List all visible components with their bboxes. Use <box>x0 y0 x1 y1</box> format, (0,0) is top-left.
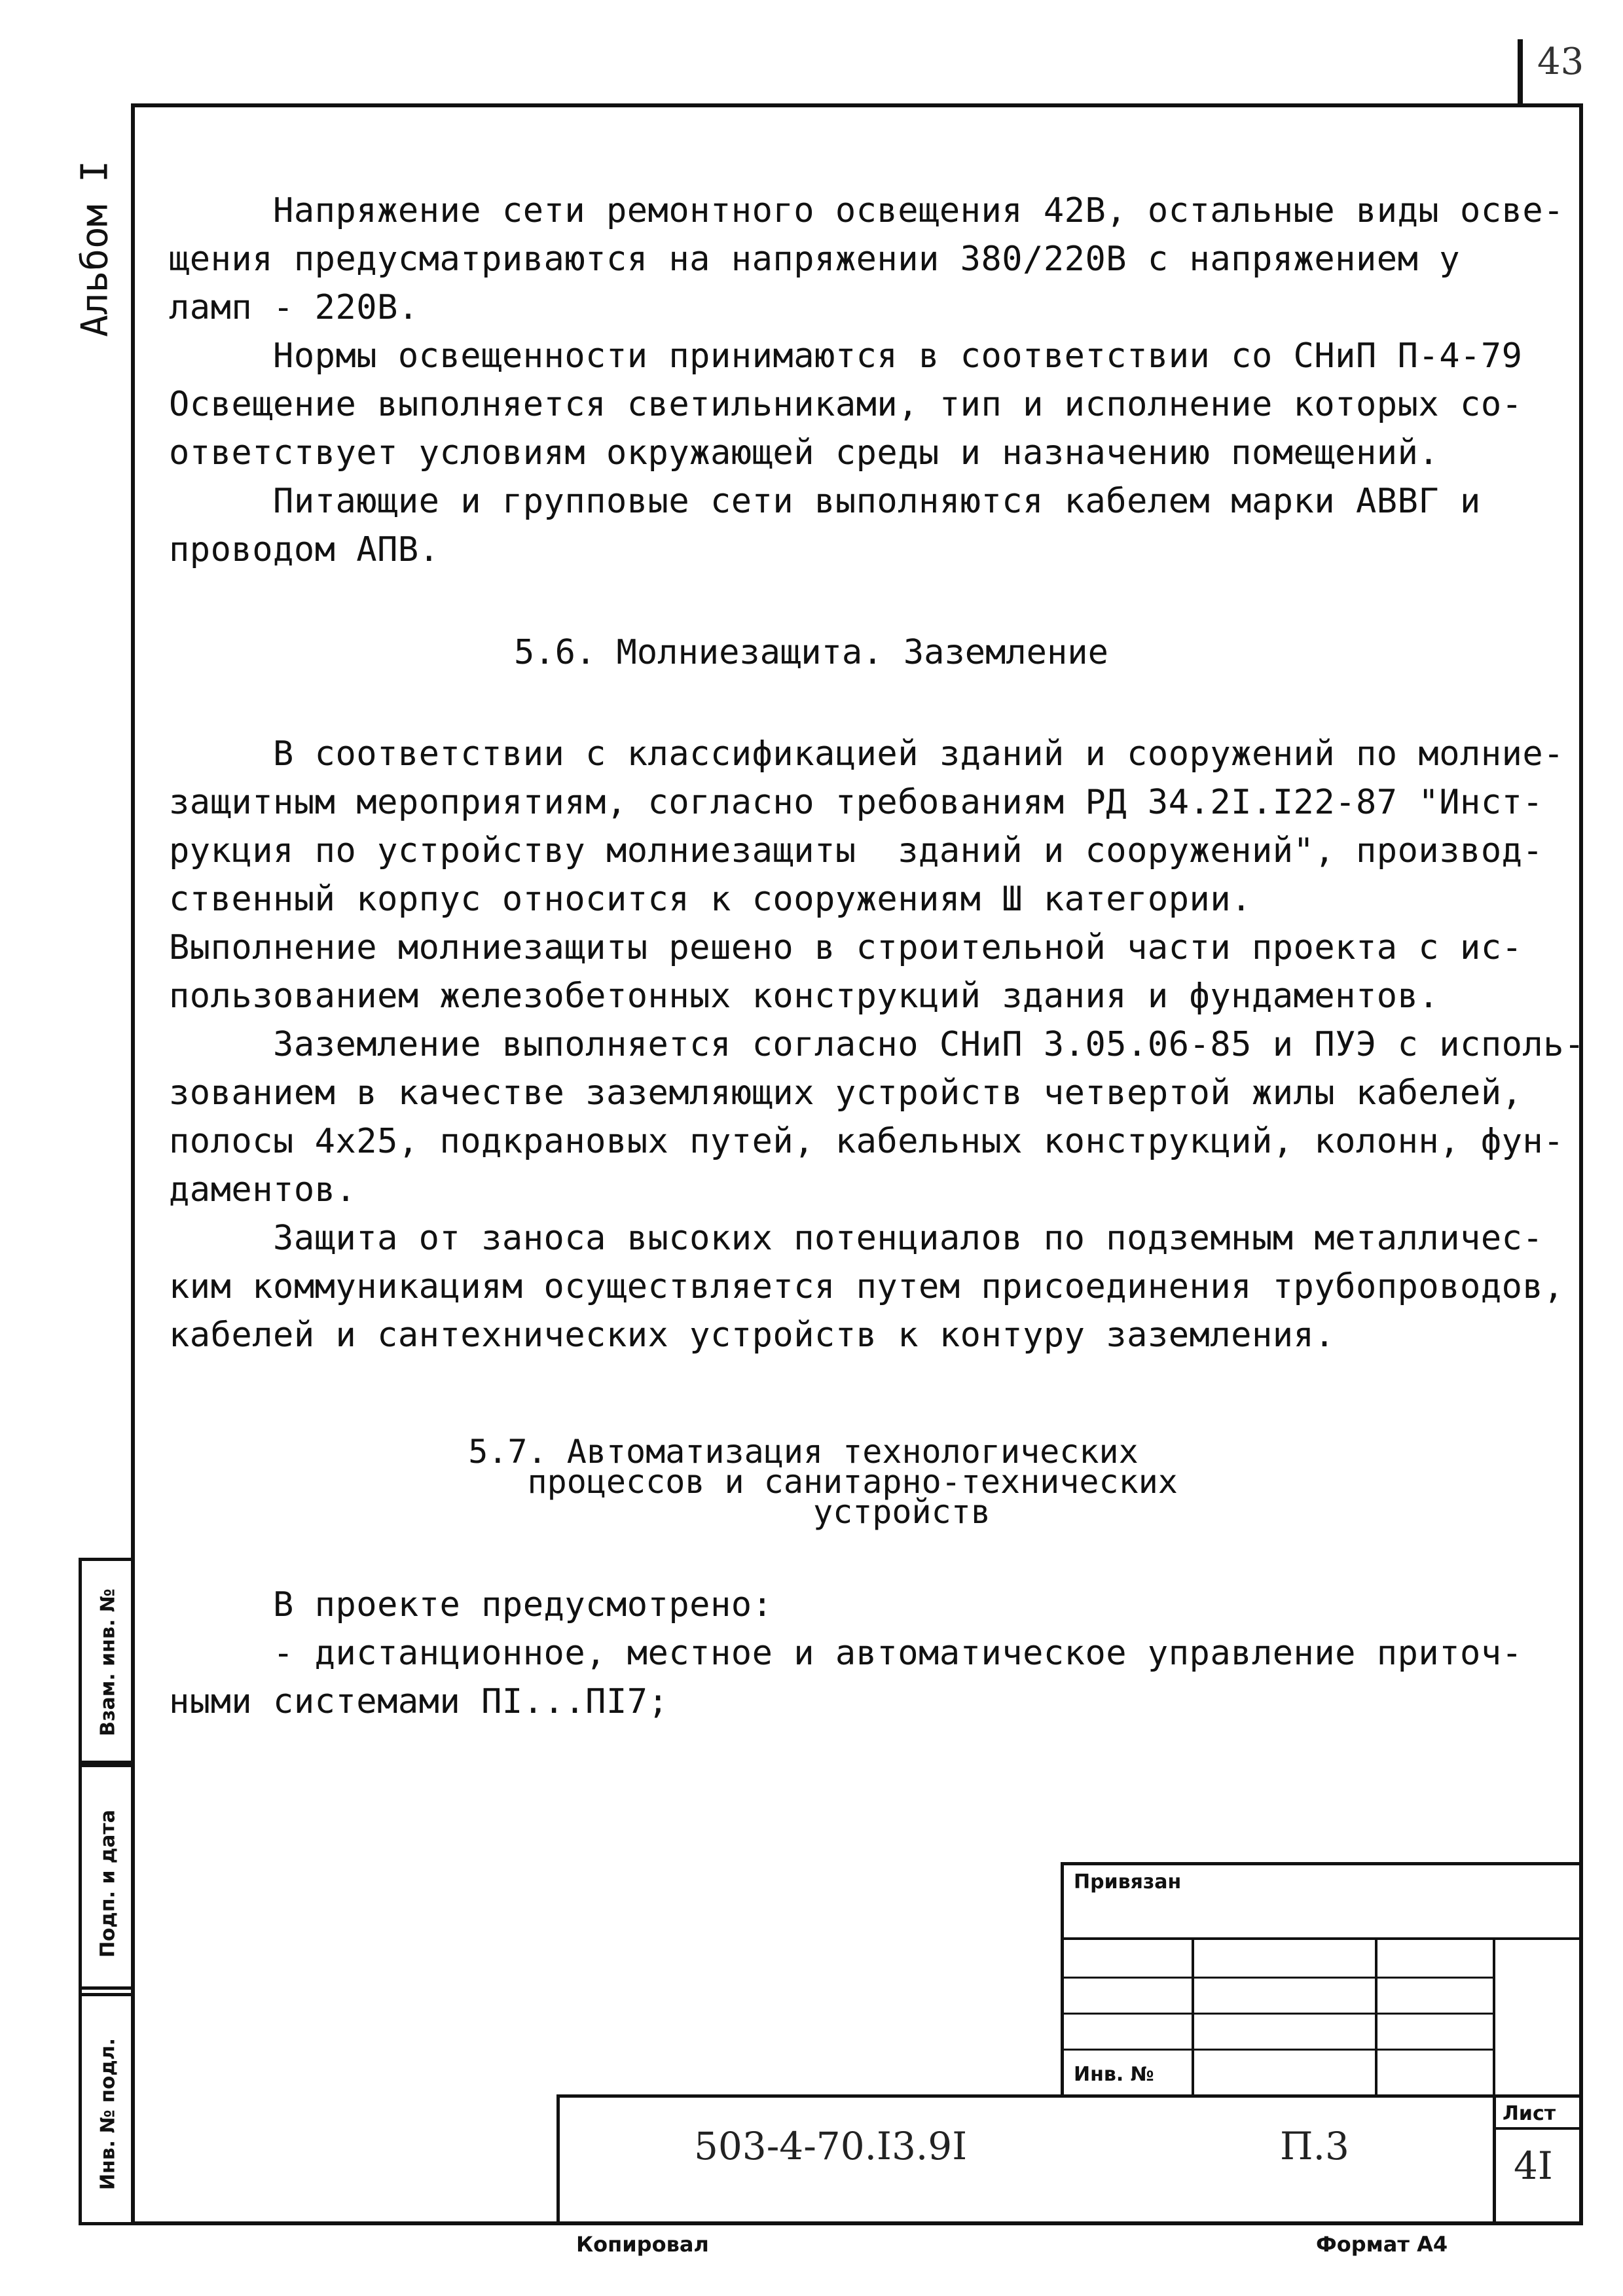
page-number: 43 <box>1537 41 1584 83</box>
left-stamp-column <box>79 1558 131 2225</box>
section-code: П.3 <box>1280 2124 1349 2168</box>
label-privyazan: Привязан <box>1074 1871 1182 1893</box>
footer-copied: Копировал <box>576 2232 709 2257</box>
label-sheet: Лист <box>1503 2102 1556 2125</box>
album-label: Альбом I <box>73 160 117 337</box>
paragraph-cables: Питающие и групповые сети выполняются кабелем марки АВВГ и проводом АПВ. <box>169 482 1481 569</box>
paragraph-potentials: Защита от заноса высоких потенциалов по подземным металличес- ким коммуникациям осуществляется путем присоединения трубопроводов, кабелей и сантехнических устройств к контуру заземления. <box>169 1219 1565 1355</box>
sheet-number: 4I <box>1514 2144 1553 2188</box>
paragraph-norms: Нормы освещенности принимаются в соответствии со СНиП П-4-79 Освещение выполняется светильниками, тип и исполнение которых со- ответствует условиям окружающей среды и назначению помещений. <box>169 336 1523 473</box>
footer-format: Формат А4 <box>1316 2232 1448 2257</box>
document-code: 503-4-70.I3.9I <box>694 2124 968 2168</box>
heading-5-6: 5.6. Молниезащита. Заземление <box>514 633 1108 672</box>
title-block-upper <box>1061 1862 1583 2098</box>
paragraph-control: - дистанционное, местное и автоматическое управление приточ- ными системами ПI...ПI7; <box>169 1634 1523 1721</box>
stamp-vzam-inv: Взам. инв. № <box>82 1561 134 1767</box>
heading-5-7: 5.7. Автоматизация технологических процессов и санитарно-технических устройств <box>468 1433 1178 1531</box>
paragraph-grounding: Заземление выполняется согласно СНиП 3.05.06-85 и ПУЭ с исполь- зованием в качестве заземляющих устройств четвертой жилы кабелей, полосы 4х25, подкрановых путей, кабельных конструкций, колонн, фун- даментов. <box>169 1025 1585 1210</box>
paragraph-voltage: Напряжение сети ремонтного освещения 42В, остальные виды осве- щения предусматриваются на напряжении 380/220В с напряжением у ламп - 220В. <box>169 191 1565 327</box>
stamp-inv-podl: Инв. № подл. <box>96 2037 120 2191</box>
page-number-bar <box>1518 39 1523 105</box>
stamp-podp-data: Подп. и дата <box>82 1780 134 1990</box>
label-inv-no: Инв. № <box>1074 2063 1154 2086</box>
paragraph-lightning: В соответствии с классификацией зданий и сооружений по молние- защитным мероприятиям, согласно требованиям РД 34.2I.I22-87 "Инст- рукция по устройству молниезащиты зданий и сооружений", производ- ственный корпус относится к сооружениям Ш категории. Выполнение молниезащиты решено в строительной части проекта с ис- пользованием железобетонных конструкций здания и фундаментов. <box>169 734 1565 1016</box>
paragraph-provided: В проекте предусмотрено: <box>169 1585 773 1624</box>
